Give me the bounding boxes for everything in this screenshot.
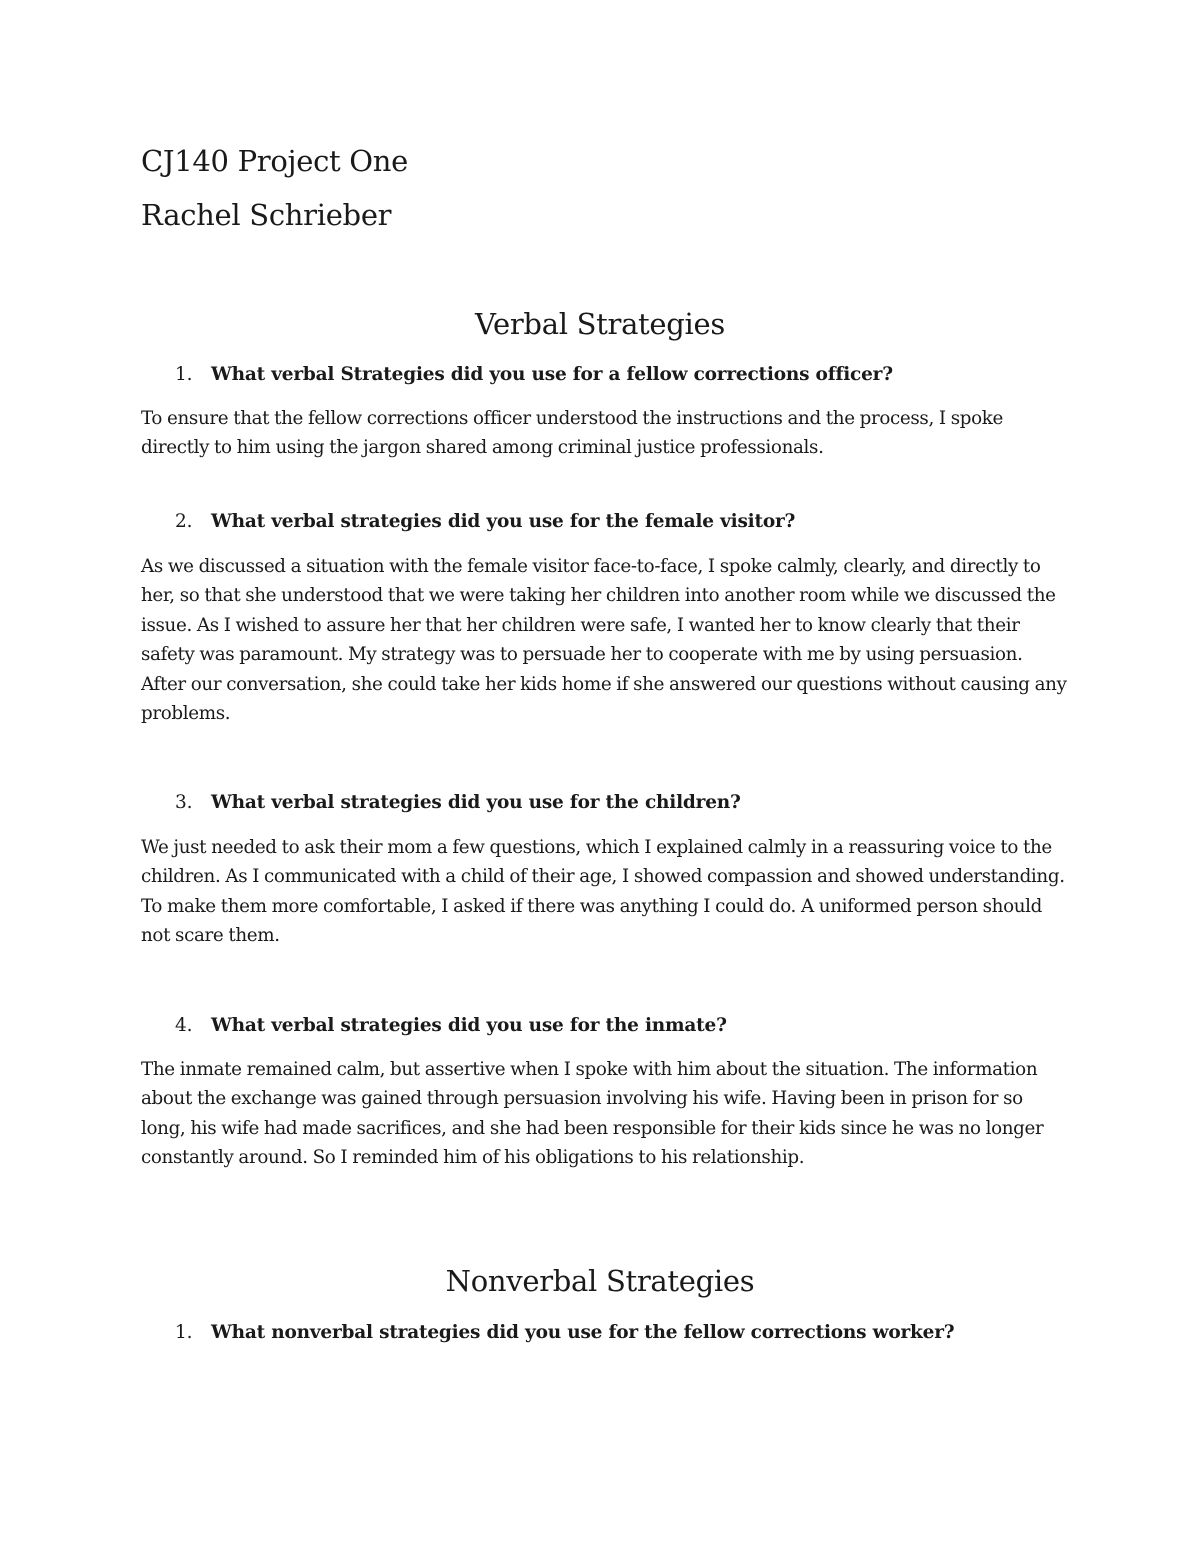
- nonverbal-strategies-heading: Nonverbal Strategies: [445, 1264, 755, 1298]
- verbal-strategies-heading: Verbal Strategies: [475, 307, 725, 341]
- question-text: What verbal strategies did you use for the inmate?: [211, 1015, 727, 1036]
- verbal-answer-4: The inmate remained calm, but assertive when I spoke with him about the situation. The information about the exchange was gained through persuasion involving his wife. Having been in prison for so long, his wife had made sacrifices, and she had been responsible for their kids since he was no longer constantly around. So I reminded him of his obligations to his relationship.: [141, 1059, 1044, 1169]
- author-name: Rachel Schrieber: [141, 198, 392, 232]
- question-text: What verbal strategies did you use for the female visitor?: [211, 511, 796, 532]
- verbal-question-1: [175, 362, 1135, 388]
- nonverbal-question-1: [175, 1320, 1135, 1346]
- verbal-answer-1: To ensure that the fellow corrections officer understood the instructions and the process, I spoke directly to him using the jargon shared among criminal justice professionals.: [141, 408, 1003, 459]
- question-text: What verbal strategies did you use for the children?: [211, 792, 741, 813]
- verbal-answer-3: We just needed to ask their mom a few questions, which I explained calmly in a reassuring voice to the children. As I communicated with a child of their age, I showed compassion and showed understanding. To make them more comfortable, I asked if there was anything I could do. A uniformed person should not scare them.: [141, 837, 1065, 947]
- verbal-answer-2: As we discussed a situation with the female visitor face-to-face, I spoke calmly, clearly, and directly to her, so that she understood that we were taking her children into another room while we discussed the issue. As I wished to assure her that her children were safe, I wanted her to know clearly that their safety was paramount. My strategy was to persuade her to cooperate with me by using persuasion. After our conversation, she could take her kids home if she answered our questions without causing any problems.: [141, 556, 1067, 725]
- question-number: 2.: [175, 511, 193, 532]
- question-number: 1.: [175, 364, 193, 385]
- question-text: What verbal Strategies did you use for a fellow corrections officer?: [211, 364, 893, 385]
- verbal-question-4: [175, 1013, 1135, 1039]
- question-number: 3.: [175, 792, 193, 813]
- course-title: CJ140 Project One: [141, 144, 409, 178]
- question-text: What nonverbal strategies did you use for the fellow corrections worker?: [211, 1322, 955, 1343]
- verbal-question-2: [175, 509, 1135, 535]
- verbal-question-3: [175, 790, 1135, 816]
- question-number: 4.: [175, 1015, 193, 1036]
- question-number: 1.: [175, 1322, 193, 1343]
